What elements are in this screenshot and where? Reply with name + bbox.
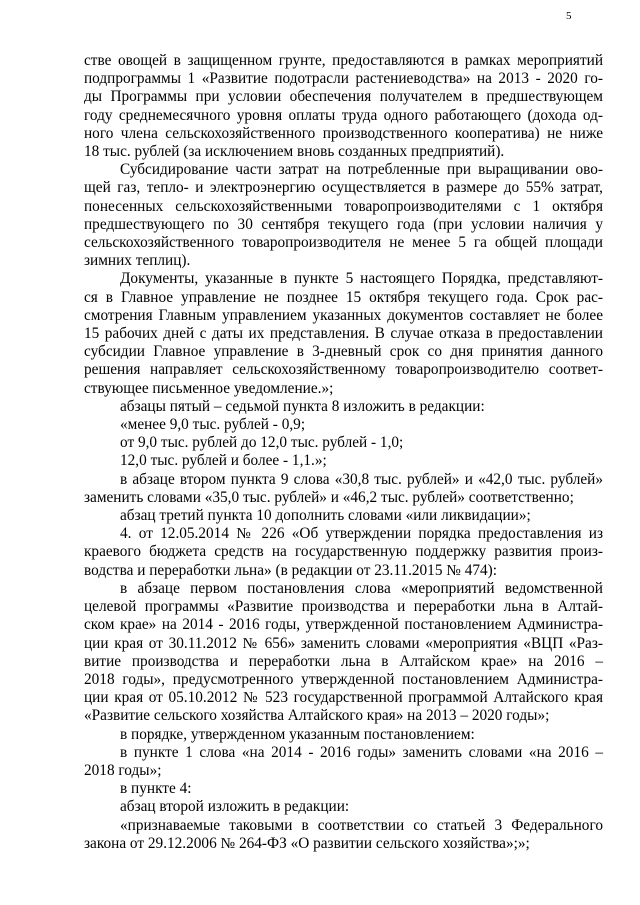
text-line: субсидии Главное управление в 3-дневный срок со дня принятия данного <box>84 343 603 361</box>
text-line: ском крае» на 2014 - 2016 годы, утвержденной постановлением Администра- <box>84 616 603 634</box>
text-line: 4. от 12.05.2014 № 226 «Об утверждении порядка предоставления из <box>120 525 603 543</box>
page-number: 5 <box>566 10 572 22</box>
text-line: 12,0 тыс. рублей и более - 1,1.»; <box>120 452 327 470</box>
text-line: 2018 годы», предусмотренного утвержденной постановлением Администра- <box>84 670 603 688</box>
text-line: витие производства и переработки льна в Алтайском крае» на 2016 – <box>84 652 603 670</box>
text-line: абзац второй изложить в редакции: <box>120 798 350 816</box>
text-line: 2018 годы»; <box>84 761 162 779</box>
text-line: абзацы пятый – седьмой пункта 8 изложить в редакции: <box>120 397 485 415</box>
text-line: ся в Главное управление не позднее 15 октября текущего года. Срок рас- <box>84 288 603 306</box>
text-line: понесенных сельскохозяйственными товаропроизводителями с 1 октября <box>84 197 603 215</box>
text-line: в абзаце втором пункта 9 слова «30,8 тыс. рублей» и «42,0 тыс. рублей» <box>120 470 603 488</box>
text-line: «признаваемые таковыми в соответствии со статьей 3 Федерального <box>120 816 603 834</box>
text-line: в пункте 1 слова «на 2014 - 2016 годы» заменить словами «на 2016 – <box>120 743 603 761</box>
text-line: водства и переработки льна» (в редакции от 23.11.2015 № 474): <box>84 561 498 579</box>
text-line: целевой программы «Развитие производства и переработки льна в Алтай- <box>84 598 603 616</box>
text-line: в пункте 4: <box>120 780 192 798</box>
text-line: в порядке, утвержденном указанным постановлением: <box>120 725 475 743</box>
text-line: заменить словами «35,0 тыс. рублей» и «46,2 тыс. рублей» соответственно; <box>84 488 574 506</box>
text-line: ды Программы при условии обеспечения получателем в предшествующем <box>84 88 603 106</box>
document-body <box>84 52 603 853</box>
text-line: закона от 29.12.2006 № 264-ФЗ «О развитии сельского хозяйства»;»; <box>84 834 530 852</box>
text-line: в абзаце первом постановления слова «мероприятий ведомственной <box>120 579 603 597</box>
text-line: сельскохозяйственного товаропроизводителя не менее 5 га общей площади <box>84 234 603 252</box>
text-line: году среднемесячного уровня оплаты труда одного работающего (дохода од- <box>84 106 603 124</box>
text-line: Субсидирование части затрат на потребленные при выращивании ово- <box>120 161 603 179</box>
text-line: 15 рабочих дней с даты их представления. В случае отказа в предоставлении <box>84 325 603 343</box>
text-line: смотрения Главным управлением указанных документов составляет не более <box>84 306 603 324</box>
text-line: ции края от 30.11.2012 № 656» заменить словами «мероприятия «ВЦП «Раз- <box>84 634 603 652</box>
text-line: ного члена сельскохозяйственного производственного кооператива) не ниже <box>84 124 603 142</box>
text-line: «Развитие сельского хозяйства Алтайского края» на 2013 – 2020 годы»; <box>84 707 550 725</box>
text-line: краевого бюджета средств на государственную поддержку развития произ- <box>84 543 603 561</box>
text-line: от 9,0 тыс. рублей до 12,0 тыс. рублей - 1,0; <box>120 434 404 452</box>
text-line: ствующее письменное уведомление.»; <box>84 379 334 397</box>
text-line: стве овощей в защищенном грунте, предоставляются в рамках мероприятий <box>84 52 603 69</box>
text-line: подпрограммы 1 «Развитие подотрасли растениеводства» на 2013 - 2020 го- <box>84 70 603 88</box>
text-line: «менее 9,0 тыс. рублей - 0,9; <box>120 416 306 434</box>
text-line: решения направляет сельскохозяйственному товаропроизводителю соответ- <box>84 361 603 379</box>
text-line: предшествующего по 30 сентября текущего года (при условии наличия у <box>84 215 603 233</box>
text-line: 18 тыс. рублей (за исключением вновь созданных предприятий). <box>84 143 505 161</box>
text-line: Документы, указанные в пункте 5 настоящего Порядка, представляют- <box>120 270 603 288</box>
text-line: абзац третий пункта 10 дополнить словами «или ликвидации»; <box>120 507 531 525</box>
text-line: щей газ, тепло- и электроэнергию осуществляется в размере до 55% затрат, <box>84 179 603 197</box>
text-line: зимних теплиц). <box>84 252 191 270</box>
text-line: ции края от 05.10.2012 № 523 государственной программой Алтайского края <box>84 689 603 707</box>
